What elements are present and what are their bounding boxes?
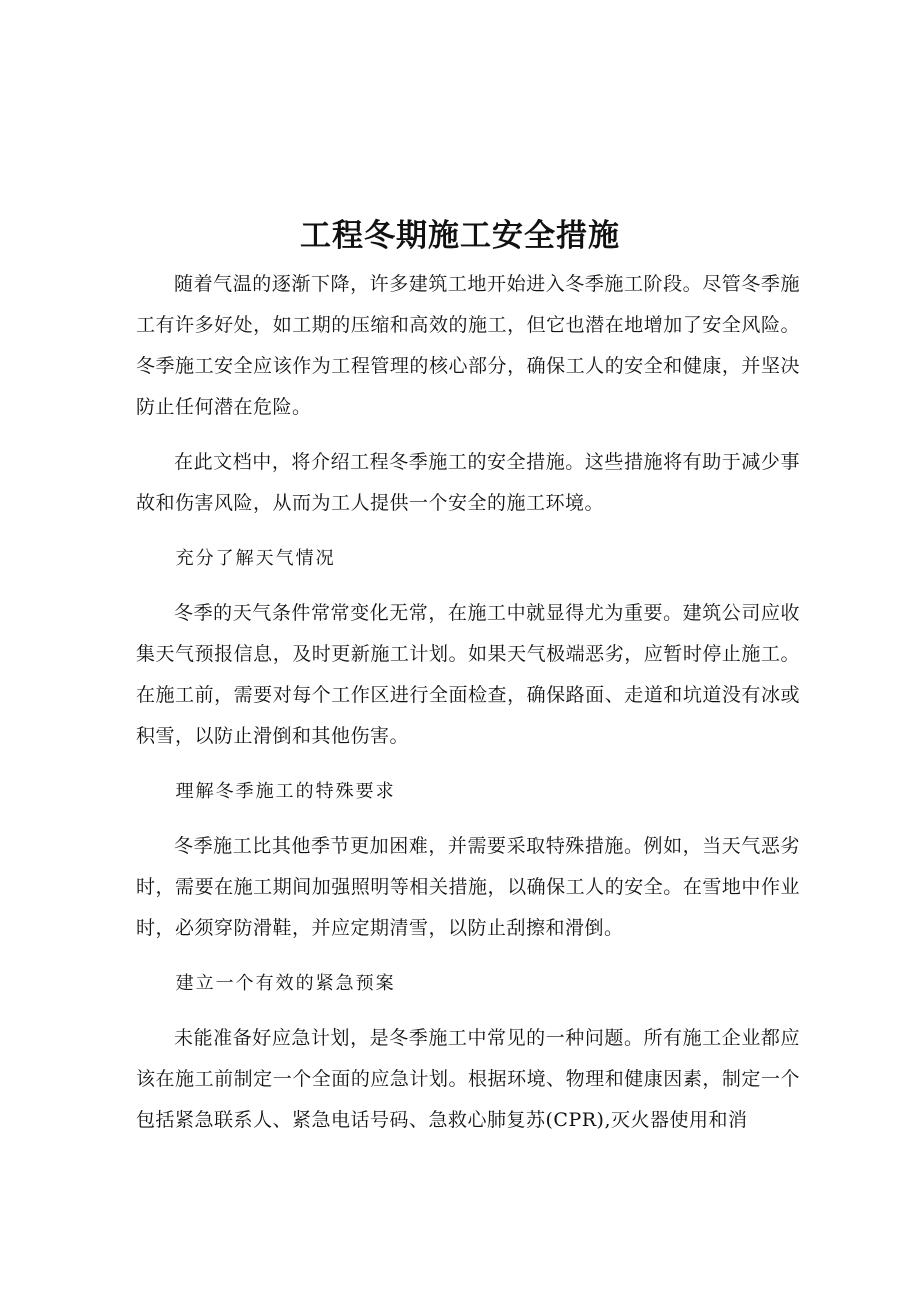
document-body [136,264,800,1155]
intro-paragraph-1: 随着气温的逐渐下降，许多建筑工地开始进入冬季施工阶段。尽管冬季施工有许多好处，如工期的压缩和高效的施工，但它也潜在地增加了安全风险。冬季施工安全应该作为工程管理的核心部分，确保工人的安全和健康，并坚决防止任何潜在危险。 [136,273,800,418]
section-body-special-requirements: 冬季施工比其他季节更加困难，并需要采取特殊措施。例如，当天气恶劣时，需要在施工期间加强照明等相关措施，以确保工人的安全。在雪地中作业时，必须穿防滑鞋，并应定期清雪，以防止刮擦和滑倒。 [136,835,800,939]
section-body-weather: 冬季的天气条件常常变化无常，在施工中就显得尤为重要。建筑公司应收集天气预报信息，及时更新施工计划。如果天气极端恶劣，应暂时停止施工。在施工前，需要对每个工作区进行全面检查，确保路面、走道和坑道没有冰或积雪，以防止滑倒和其他伤害。 [136,602,800,747]
section-heading-weather: 充分了解天气情况 [175,548,336,569]
intro-paragraph-2: 在此文档中，将介绍工程冬季施工的安全措施。这些措施将有助于减少事故和伤害风险，从而为工人提供一个安全的施工环境。 [136,451,800,514]
section-body-emergency-plan: 未能准备好应急计划，是冬季施工中常见的一种问题。所有施工企业都应该在施工前制定一个全面的应急计划。根据环境、物理和健康因素，制定一个包括紧急联系人、紧急电话号码、急救心肺复苏(CPR),灭火器使用和消 [136,1027,800,1131]
document-title: 工程冬期施工安全措施 [300,218,620,254]
section-heading-special-requirements: 理解冬季施工的特殊要求 [175,781,396,802]
section-heading-emergency-plan: 建立一个有效的紧急预案 [175,973,396,994]
